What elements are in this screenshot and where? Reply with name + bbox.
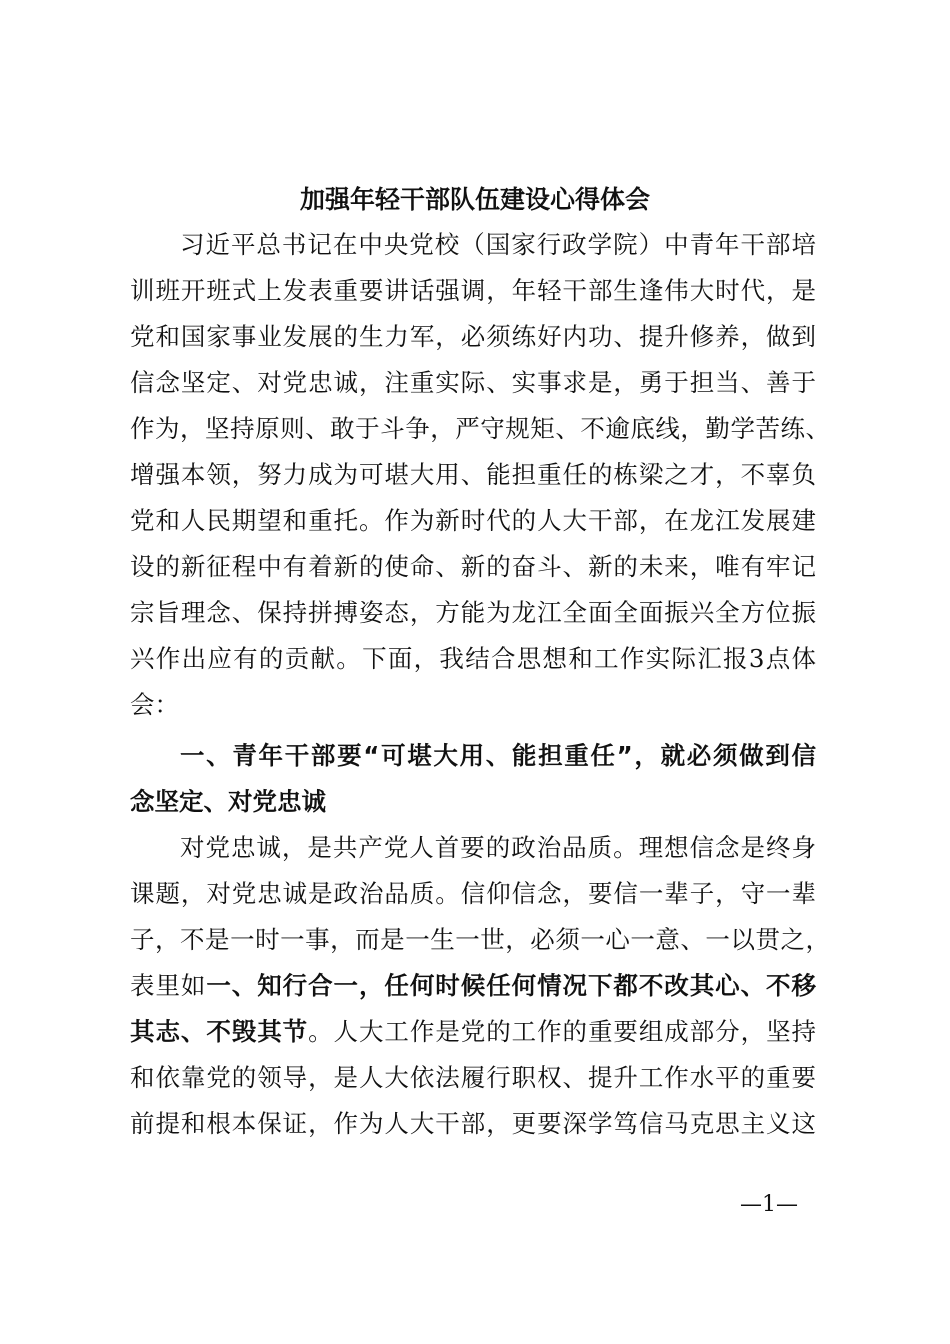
section-heading-line: 一、青年干部要“可堪大用、能担重任”，就必须做到信 bbox=[180, 741, 816, 770]
paragraph-line: 会： bbox=[130, 690, 179, 719]
document-title: 加强年轻干部队伍建设心得体会 bbox=[299, 185, 650, 214]
paragraph-line bbox=[130, 1016, 816, 1048]
paragraph-line: 设的新征程中有着新的使命、新的奋斗、新的未来，唯有牢记 bbox=[130, 552, 816, 581]
emphasis-text: 其志、不毁其节 bbox=[130, 1017, 309, 1046]
paragraph-line: 党和国家事业发展的生力军，必须练好内功、提升修养，做到 bbox=[130, 322, 816, 351]
paragraph-line: 子，不是一时一事，而是一生一世，必须一心一意、一以贯之， bbox=[130, 925, 830, 954]
paragraph-line: 训班开班式上发表重要讲话强调，年轻干部生逢伟大时代，是 bbox=[130, 276, 816, 305]
paragraph-line: 课题，对党忠诚是政治品质。信仰信念，要信一辈子，守一辈 bbox=[130, 879, 816, 908]
paragraph-line: 信念坚定、对党忠诚，注重实际、实事求是，勇于担当、善于 bbox=[130, 368, 816, 397]
paragraph-line: 习近平总书记在中央党校（国家行政学院）中青年干部培 bbox=[180, 230, 816, 259]
section-heading-line: 念坚定、对党忠诚 bbox=[130, 787, 326, 816]
paragraph-line: 增强本领，努力成为可堪大用、能担重任的栋梁之才，不辜负 bbox=[130, 460, 816, 489]
paragraph-line bbox=[130, 970, 816, 1002]
paragraph-line: 作为，坚持原则、敢于斗争，严守规矩、不逾底线，勤学苦练、 bbox=[130, 414, 830, 443]
paragraph-line: 对党忠诚，是共产党人首要的政治品质。理想信念是终身 bbox=[180, 833, 816, 862]
paragraph-line: 和依靠党的领导，是人大依法履行职权、提升工作水平的重要 bbox=[130, 1063, 816, 1092]
page-number: —1— bbox=[740, 1192, 798, 1217]
paragraph-line: 宗旨理念、保持拼搏姿态，方能为龙江全面全面振兴全方位振 bbox=[130, 598, 816, 627]
normal-text: 。人大工作是党的工作的重要组成部分，坚持 bbox=[308, 1017, 817, 1046]
emphasis-text: 一、知行合一，任何时候任何情况下都不改其心、不移 bbox=[206, 971, 816, 1000]
normal-text: 表里如 bbox=[130, 971, 207, 1000]
paragraph-line: 兴作出应有的贡献。下面，我结合思想和工作实际汇报3点体 bbox=[130, 644, 816, 673]
paragraph-line: 前提和根本保证，作为人大干部，更要深学笃信马克思主义这 bbox=[130, 1109, 816, 1138]
paragraph-line: 党和人民期望和重托。作为新时代的人大干部，在龙江发展建 bbox=[130, 506, 816, 535]
